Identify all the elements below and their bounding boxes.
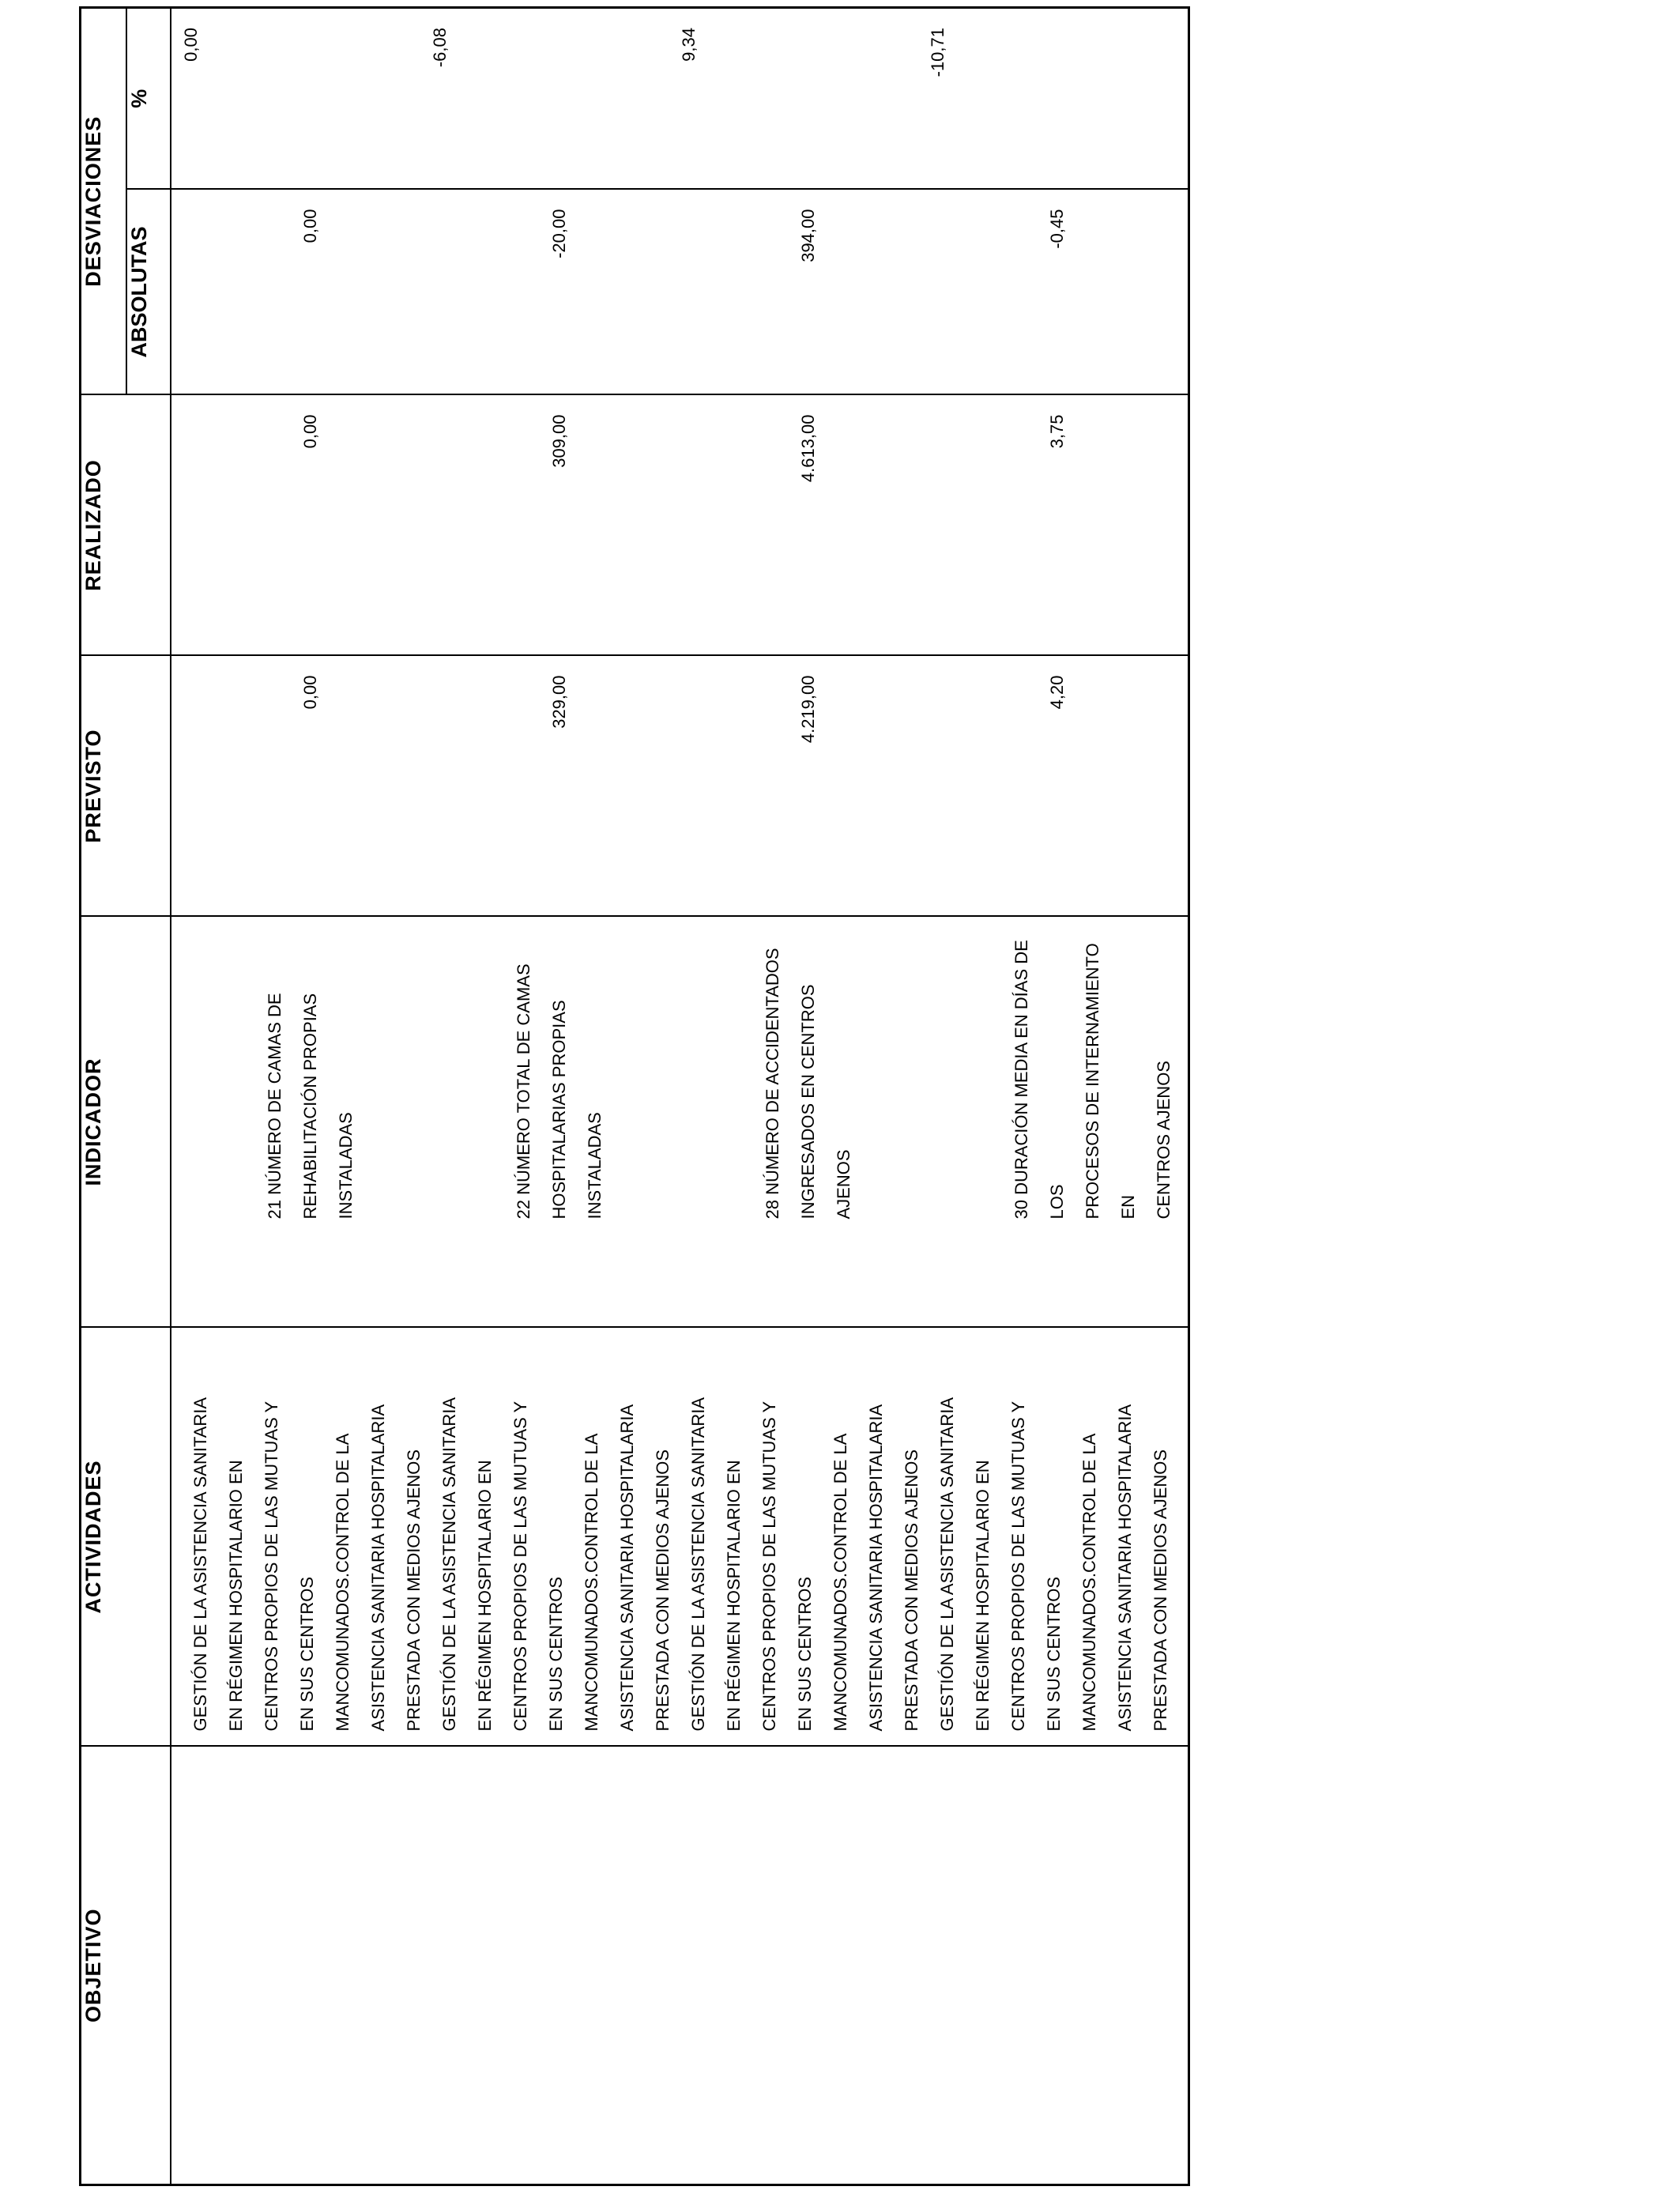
absolutas-value-2: -20,00 <box>548 209 569 258</box>
actividad-text-2: GESTIÓN DE LA ASISTENCIA SANITARIA EN RÉGIMEN HOSPITALARIO EN CENTROS PROPIOS DE LAS MUTUAS Y EN SUS CENTROS MANCOMUNADOS.CONTROL DE LA ASISTENCIA SANITARIA HOSPITALARIA PRESTADA CON MEDIOS AJENOS <box>439 1397 672 1732</box>
porcentaje-cell <box>171 7 1189 189</box>
realizado-value-1: 0,00 <box>299 414 320 449</box>
absolutas-value-1: 0,00 <box>299 209 320 243</box>
realizado-value-2: 309,00 <box>548 414 569 468</box>
previsto-value-2: 329,00 <box>548 675 569 729</box>
absolutas-value-4: -0,45 <box>1046 209 1067 249</box>
actividad-text-1: GESTIÓN DE LA ASISTENCIA SANITARIA EN RÉGIMEN HOSPITALARIO EN CENTROS PROPIOS DE LAS MUTUAS Y EN SUS CENTROS MANCOMUNADOS.CONTROL DE LA ASISTENCIA SANITARIA HOSPITALARIA PRESTADA CON MEDIOS AJENOS <box>190 1397 424 1732</box>
header-desviaciones: DESVIACIONES <box>81 7 126 394</box>
porcentaje-value-3: 9,34 <box>678 27 699 62</box>
actividades-cell <box>171 1328 1189 1747</box>
indicador-cell <box>171 917 1189 1328</box>
indicador-text-2: 22 NÚMERO TOTAL DE CAMAS HOSPITALARIAS PROPIAS INSTALADAS <box>513 963 605 1220</box>
previsto-value-4: 4,20 <box>1046 675 1067 710</box>
realizado-cell <box>171 395 1189 656</box>
header-row <box>81 7 126 2185</box>
previsto-cell <box>171 656 1189 917</box>
header-previsto: PREVISTO <box>81 656 171 917</box>
previsto-value-1: 0,00 <box>299 675 320 710</box>
absolutas-cell <box>171 190 1189 395</box>
header-absolutas: ABSOLUTAS <box>126 190 171 395</box>
rotated-report-page <box>79 9 1190 2186</box>
previsto-value-3: 4.219,00 <box>797 675 818 744</box>
actividad-text-4: GESTIÓN DE LA ASISTENCIA SANITARIA EN RÉGIMEN HOSPITALARIO EN CENTROS PROPIOS DE LAS MUTUAS Y EN SUS CENTROS MANCOMUNADOS.CONTROL DE LA ASISTENCIA SANITARIA HOSPITALARIA PRESTADA CON MEDIOS AJENOS <box>936 1397 1170 1732</box>
actividad-text-3: GESTIÓN DE LA ASISTENCIA SANITARIA EN RÉGIMEN HOSPITALARIO EN CENTROS PROPIOS DE LAS MUTUAS Y EN SUS CENTROS MANCOMUNADOS.CONTROL DE LA ASISTENCIA SANITARIA HOSPITALARIA PRESTADA CON MEDIOS AJENOS <box>687 1397 921 1732</box>
header-actividades: ACTIVIDADES <box>81 1328 171 1747</box>
porcentaje-value-2: -6,08 <box>429 27 450 68</box>
header-indicador: INDICADOR <box>81 917 171 1328</box>
absolutas-value-3: 394,00 <box>797 209 818 262</box>
porcentaje-value-4: -10,71 <box>927 27 947 77</box>
table-body-row <box>171 7 1189 2185</box>
indicador-text-3: 28 NÚMERO DE ACCIDENTADOS INGRESADOS EN CENTROS AJENOS <box>762 948 853 1220</box>
indicators-table <box>79 6 1190 2186</box>
actividades-stack <box>183 1329 1178 1732</box>
header-objetivo: OBJETIVO <box>81 1747 171 2185</box>
header-porcentaje: % <box>126 7 171 189</box>
objetivo-cell <box>171 1747 1189 2185</box>
indicador-text-1: 21 NÚMERO DE CAMAS DE REHABILITACIÓN PROPIAS INSTALADAS <box>264 993 356 1220</box>
realizado-value-4: 3,75 <box>1046 414 1067 449</box>
indicador-text-4: 30 DURACIÓN MEDIA EN DÍAS DE LOS PROCESOS DE INTERNAMIENTO EN CENTROS AJENOS <box>1011 940 1173 1220</box>
realizado-value-3: 4.613,00 <box>797 414 818 483</box>
porcentaje-value-1: 0,00 <box>180 27 201 62</box>
header-realizado: REALIZADO <box>81 395 171 656</box>
